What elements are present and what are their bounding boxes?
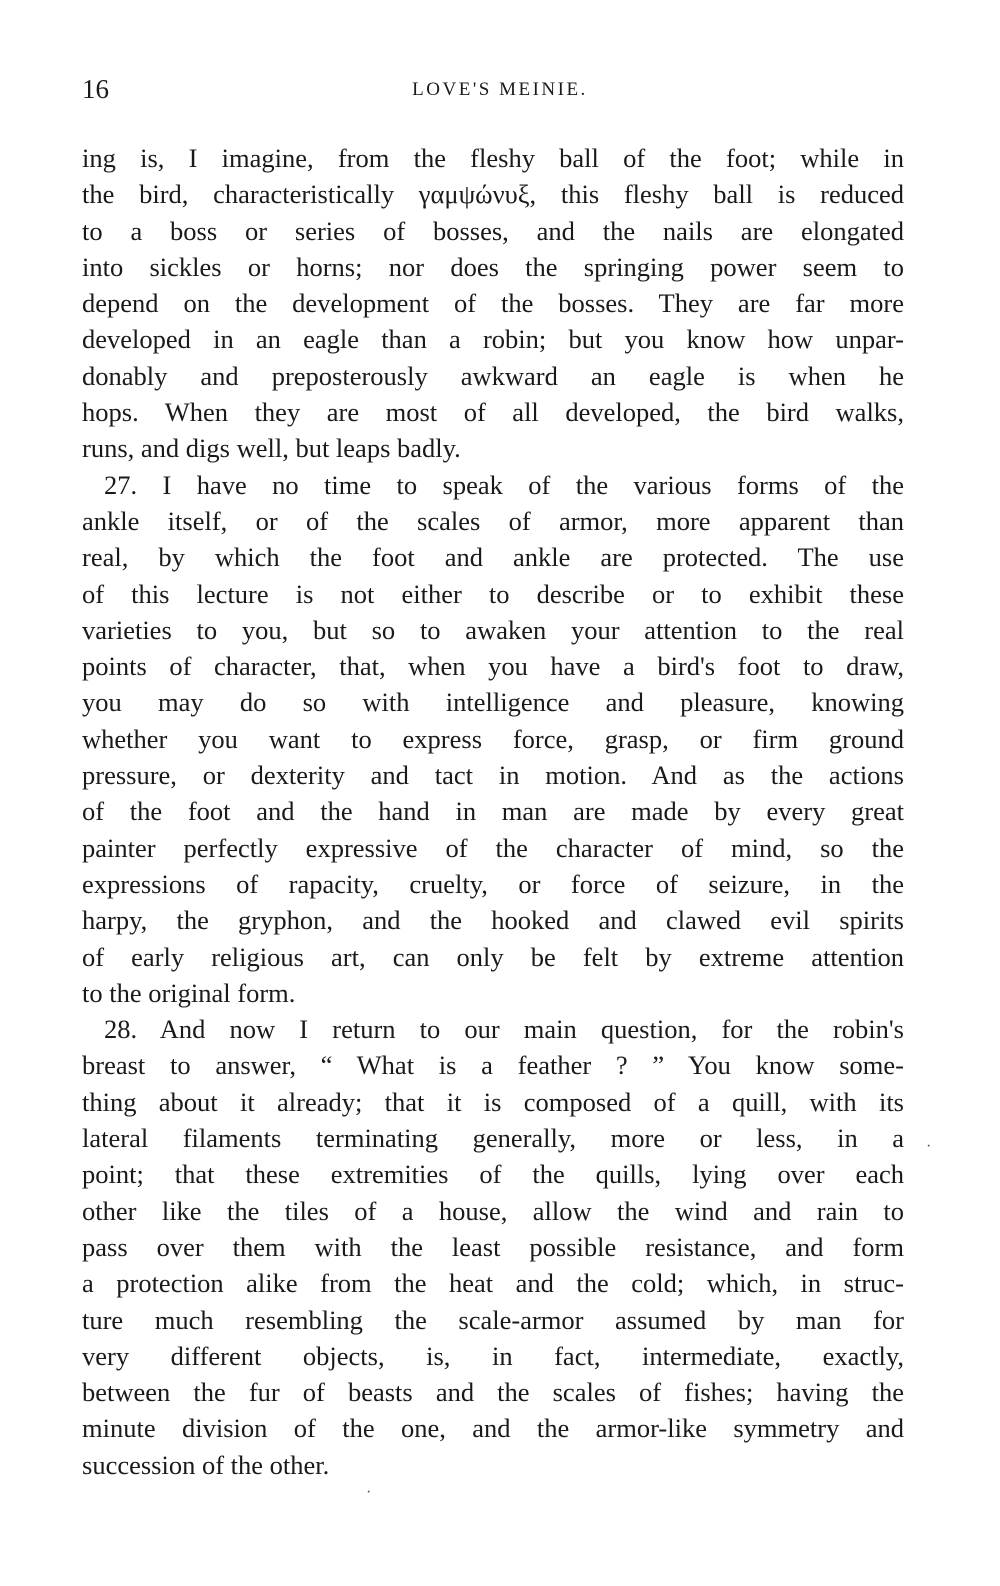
text-line: very different objects, is, in fact, intermediate, exactly,: [82, 1340, 904, 1371]
text-line: to the original form.: [82, 977, 296, 1008]
text-line: varieties to you, but so to awaken your attention to the real: [82, 614, 904, 645]
text-line: expressions of rapacity, cruelty, or force of seizure, in the: [82, 868, 904, 899]
text-line: pressure, or dexterity and tact in motion. And as the actions: [82, 760, 904, 791]
text-line: lateral filaments terminating generally, more or less, in a: [82, 1123, 904, 1154]
text-line: you may do so with intelligence and pleasure, knowing: [82, 687, 904, 718]
text-line: ture much resembling the scale-armor assumed by man for: [82, 1304, 904, 1335]
text-line: of early religious art, can only be felt by extreme attention: [82, 941, 904, 972]
text-line: points of character, that, when you have a bird's foot to draw,: [82, 651, 904, 682]
text-line: into sickles or horns; nor does the springing power seem to: [82, 251, 904, 282]
text-line: succession of the other.: [82, 1449, 330, 1480]
text-line: pass over them with the least possible resistance, and form: [82, 1231, 904, 1262]
text-line: between the fur of beasts and the scales of fishes; having the: [82, 1377, 904, 1408]
paragraph-continuation: [82, 140, 904, 467]
text-line: of the foot and the hand in man are made by every great: [82, 796, 904, 827]
text-line: breast to answer, “ What is a feather ? ” You know some-: [82, 1050, 904, 1081]
text-line: runs, and digs well, but leaps badly.: [82, 433, 461, 464]
text-line: painter perfectly expressive of the character of mind, so the: [82, 832, 904, 863]
text-line: 27. I have no time to speak of the various forms of the: [104, 469, 904, 500]
text-line: harpy, the gryphon, and the hooked and clawed evil spirits: [82, 905, 904, 936]
text-line: hops. When they are most of all developed, the bird walks,: [82, 397, 904, 428]
text-line: real, by which the foot and ankle are protected. The use: [82, 542, 904, 573]
text-line: developed in an eagle than a robin; but you know how unpar-: [82, 324, 904, 355]
page-number: 16: [82, 74, 109, 104]
paragraph-28: [82, 1011, 904, 1483]
text-line: point; that these extremities of the quills, lying over each: [82, 1159, 904, 1190]
text-line: thing about it already; that it is composed of a quill, with its: [82, 1086, 904, 1117]
text-line: minute division of the one, and the armor-like symmetry and: [82, 1413, 904, 1444]
paragraph-27: [82, 467, 904, 1011]
body-text: [82, 140, 904, 1483]
text-line: donably and preposterously awkward an eagle is when he: [82, 360, 904, 391]
text-line: depend on the development of the bosses. They are far more: [82, 288, 904, 319]
text-line: whether you want to express force, grasp, or firm ground: [82, 723, 904, 754]
text-line: a protection alike from the heat and the cold; which, in struc-: [82, 1268, 904, 1299]
text-line: of this lecture is not either to describe or to exhibit these: [82, 578, 904, 609]
running-title: LOVE'S MEINIE.: [412, 79, 588, 100]
text-line: to a boss or series of bosses, and the nails are elongated: [82, 215, 904, 246]
text-line: other like the tiles of a house, allow the wind and rain to: [82, 1195, 904, 1226]
stray-ink-mark: ·: [366, 1484, 372, 1501]
text-line: the bird, characteristically γαμψώνυξ, this fleshy ball is reduced: [82, 179, 904, 210]
text-line: ankle itself, or of the scales of armor, more apparent than: [82, 505, 904, 536]
stray-ink-mark: ·: [926, 1138, 932, 1155]
text-line: 28. And now I return to our main question, for the robin's: [104, 1014, 904, 1045]
text-line: ing is, I imagine, from the fleshy ball of the foot; while in: [82, 143, 904, 173]
